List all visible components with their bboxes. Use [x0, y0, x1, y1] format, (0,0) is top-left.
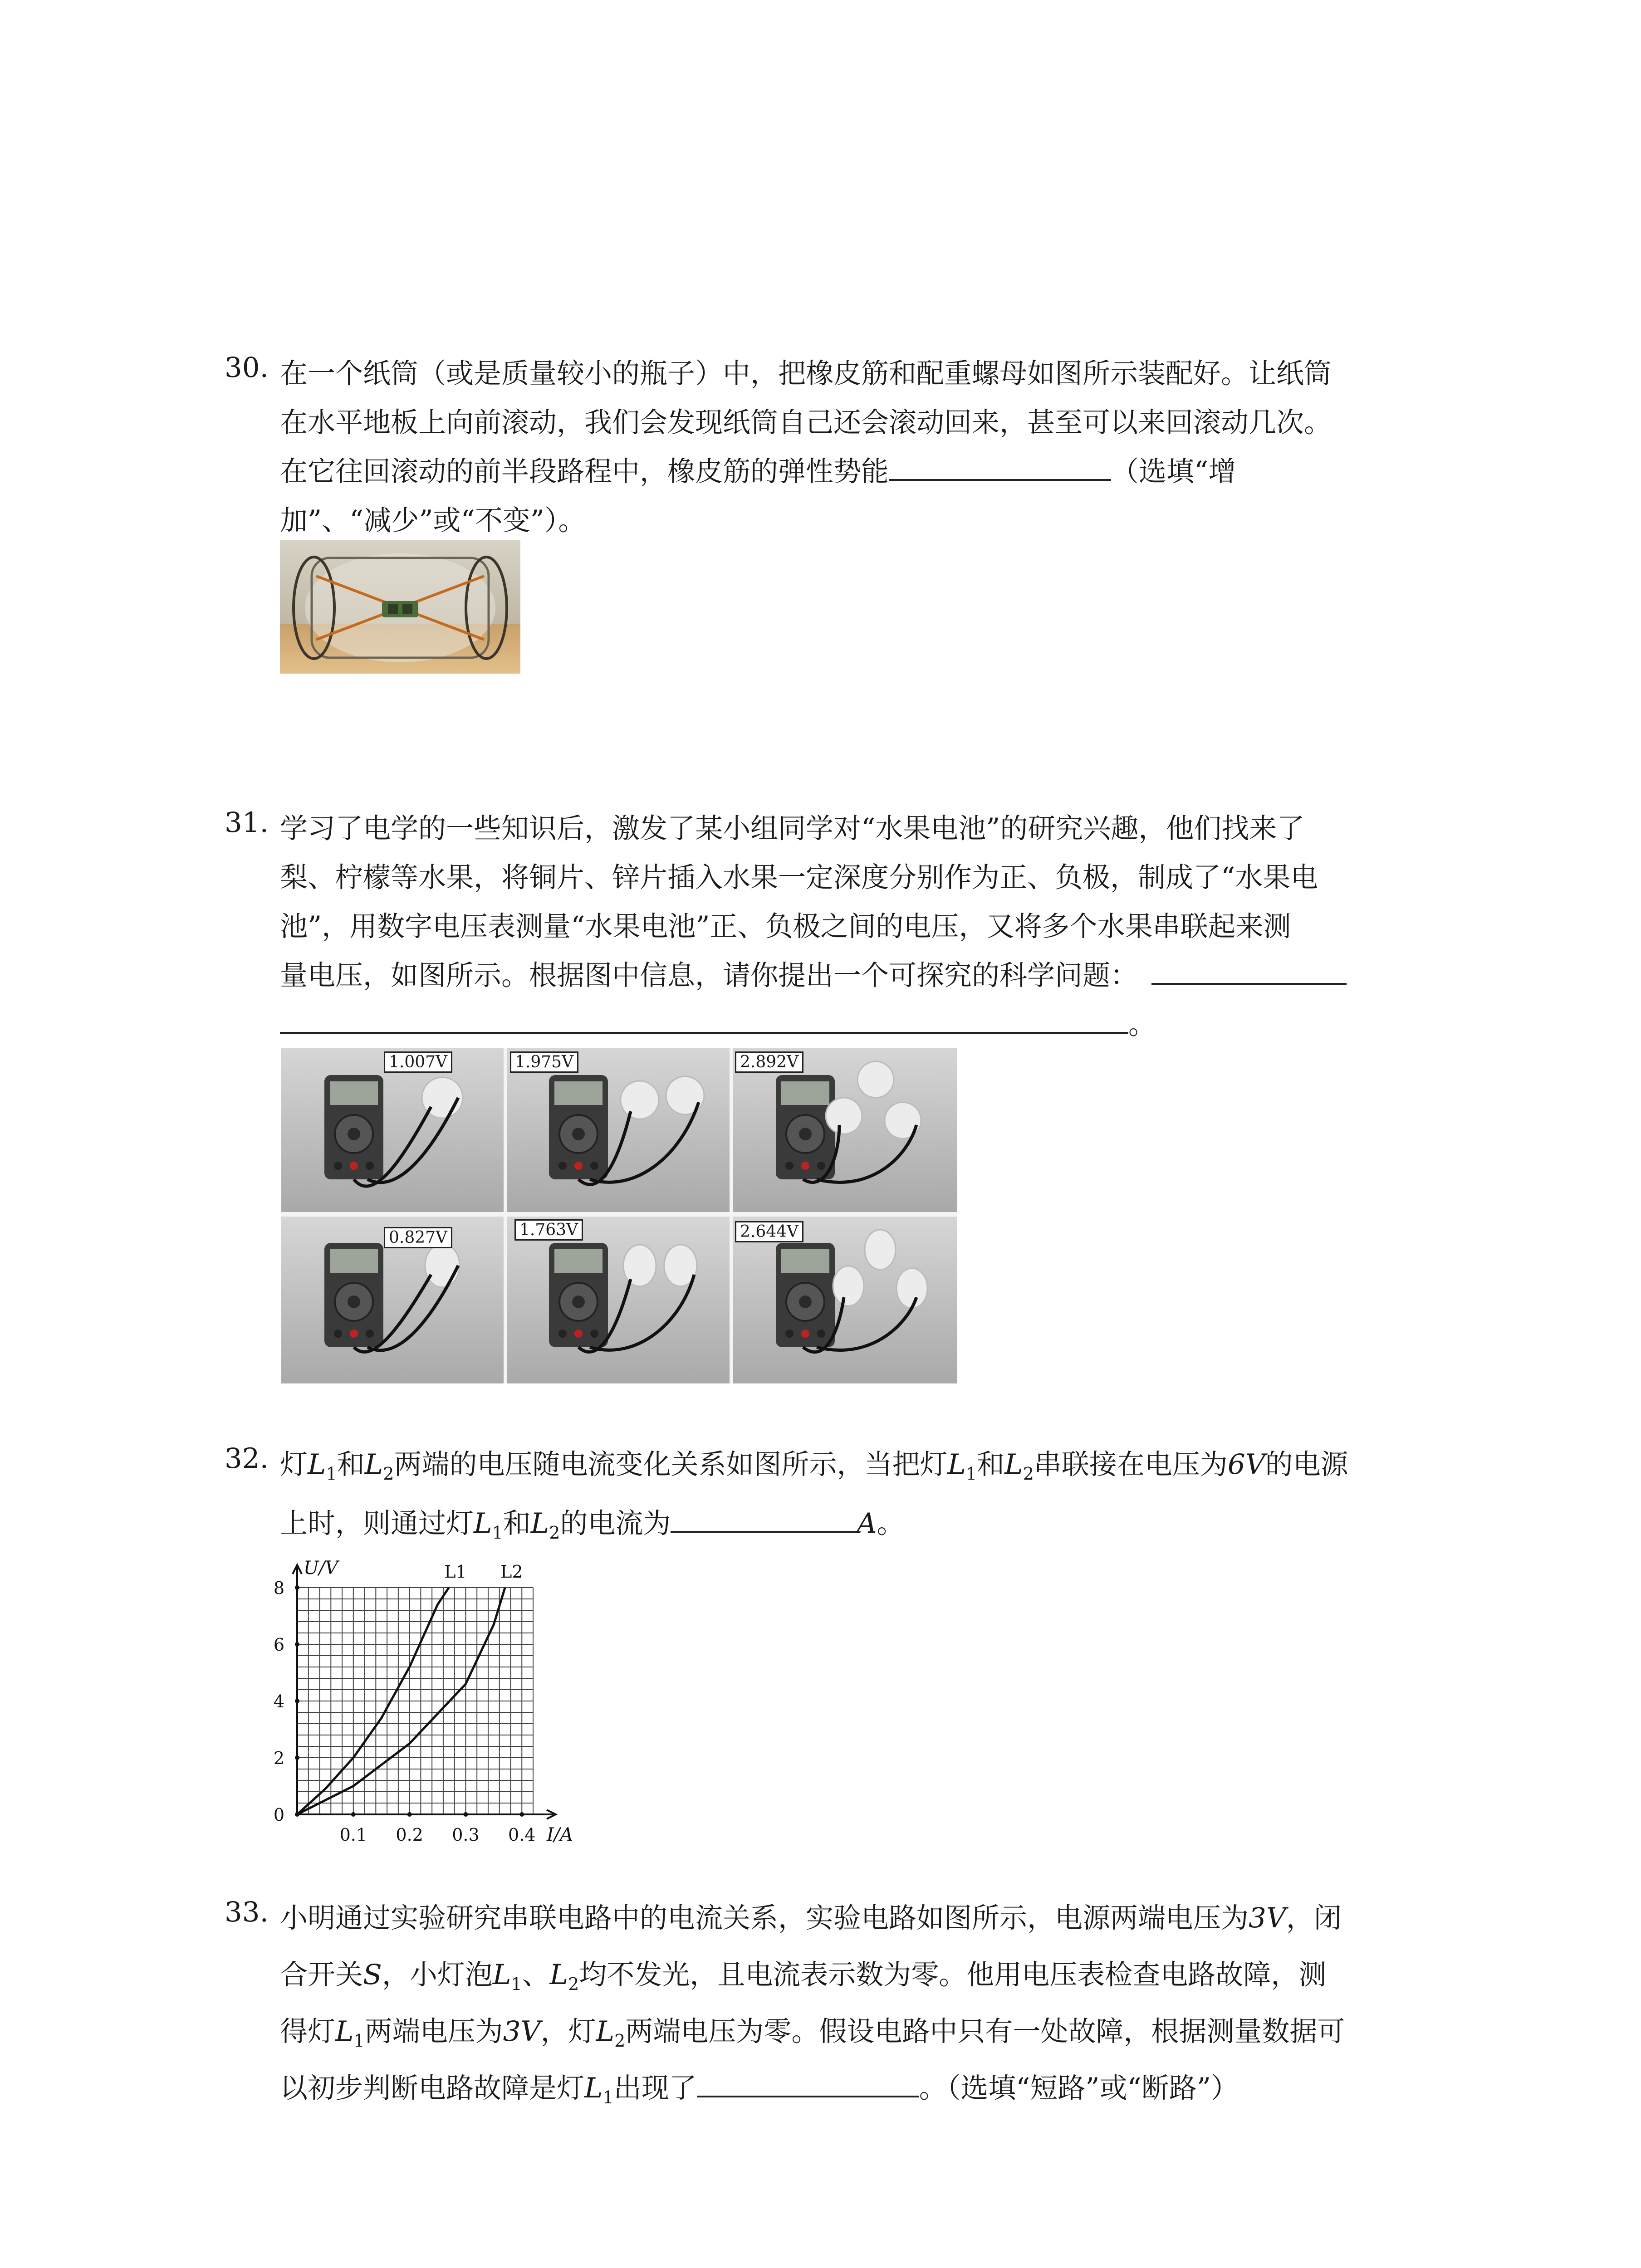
q31-line1: 学习了电学的一些知识后，激发了某小组同学对“水果电池”的研究兴趣，他们找来了: [280, 812, 1305, 845]
reading-label-2: 1.975V: [510, 1051, 578, 1073]
q33-line4: 以初步判断电路故障是灯$L_1$出现了 。（选填“短路”或“断路”）: [280, 2066, 1239, 2107]
q30-line2: 在水平地板上向前滚动，我们会发现纸筒自己还会滚动回来，甚至可以来回滚动几次。: [280, 406, 1332, 439]
reading-label-6: 2.644V: [735, 1221, 803, 1242]
series-label-l1: L1: [444, 1562, 467, 1582]
x-tick-dot: [407, 1812, 412, 1817]
q33-line2: 合开关S，小灯泡$L_1$、$L_2$均不发光，且电流表示数为零。他用电压表检查电路故障，测: [280, 1959, 1327, 1994]
q30-line1: 在一个纸筒（或是质量较小的瓶子）中，把橡皮筋和配重螺母如图所示装配好。让纸筒: [280, 357, 1332, 390]
series-label-l2: L2: [500, 1562, 523, 1582]
x-tick-dot: [519, 1812, 524, 1817]
q33-answer-blank[interactable]: [697, 2068, 919, 2097]
reading-label-4: 0.827V: [384, 1227, 452, 1248]
x-axis-label: I/A: [547, 1824, 573, 1845]
x-tick-dot: [351, 1812, 356, 1817]
reading-label-5: 1.763V: [514, 1219, 583, 1241]
y-axis-label: U/V: [304, 1558, 338, 1579]
x-tick-label: 0.3: [452, 1825, 480, 1845]
y-tick-dot: [295, 1699, 299, 1703]
fruit-battery-photo-grid: [281, 1048, 957, 1383]
q31-answer-blank-1[interactable]: [1151, 956, 1347, 985]
q31-number: 31.: [225, 807, 269, 839]
bottle-rubber-band-photo: [280, 540, 520, 674]
x-tick-label: 0.4: [508, 1825, 536, 1845]
q33-number: 33.: [225, 1896, 269, 1928]
y-tick-dot: [295, 1642, 299, 1647]
q32-line1: 灯$L_1$和$L_2$两端的电压随电流变化关系如图所示，当把灯$L_1$和$L_2$串联接在电压为6V的电源: [280, 1448, 1348, 1484]
x-tick-label: 0.1: [339, 1825, 367, 1845]
y-tick-label: 0: [273, 1805, 284, 1825]
y-tick-label: 8: [273, 1578, 284, 1598]
q30-number: 30.: [225, 352, 269, 384]
x-tick-dot: [463, 1812, 468, 1817]
y-tick-label: 6: [273, 1635, 284, 1655]
q32-answer-blank[interactable]: [671, 1504, 857, 1533]
q31-line2: 梨、柠檬等水果，将铜片、锌片插入水果一定深度分别作为正、负极，制成了“水果电: [280, 861, 1318, 894]
q33-line3: 得灯$L_1$两端电压为3V，灯$L_2$两端电压为零。假设电路中只有一处故障，根据测量数据可: [280, 2015, 1345, 2051]
q30-answer-blank[interactable]: [889, 452, 1111, 481]
reading-label-3: 2.892V: [735, 1051, 803, 1073]
q31-line4: 量电压，如图所示。根据图中信息，请你提出一个可探究的科学问题：: [280, 953, 1347, 993]
reading-label-1: 1.007V: [384, 1051, 452, 1073]
q32-line2: 上时，则通过灯$L_1$和$L_2$的电流为 A。: [280, 1501, 905, 1543]
q31-answer-blank-2[interactable]: [280, 1005, 1128, 1034]
q30-line4: 加”、“减少”或“不变”）。: [280, 504, 586, 537]
q30-line3: 在它往回滚动的前半段路程中，橡皮筋的弹性势能 （选填“增: [280, 450, 1236, 489]
ui-chart: [254, 1547, 599, 1851]
y-tick-label: 4: [273, 1691, 284, 1711]
q31-line3: 池”，用数字电压表测量“水果电池”正、负极之间的电压，又将多个水果串联起来测: [280, 910, 1291, 943]
q31-line5: 。: [280, 1002, 1156, 1042]
x-tick-label: 0.2: [396, 1825, 423, 1845]
y-tick-dot: [295, 1755, 299, 1760]
q32-number: 32.: [225, 1442, 269, 1475]
y-tick-dot: [295, 1585, 299, 1590]
y-tick-label: 2: [273, 1748, 284, 1768]
q33-line1: 小明通过实验研究串联电路中的电流关系，实验电路如图所示，电源两端电压为3V，闭: [280, 1902, 1342, 1934]
